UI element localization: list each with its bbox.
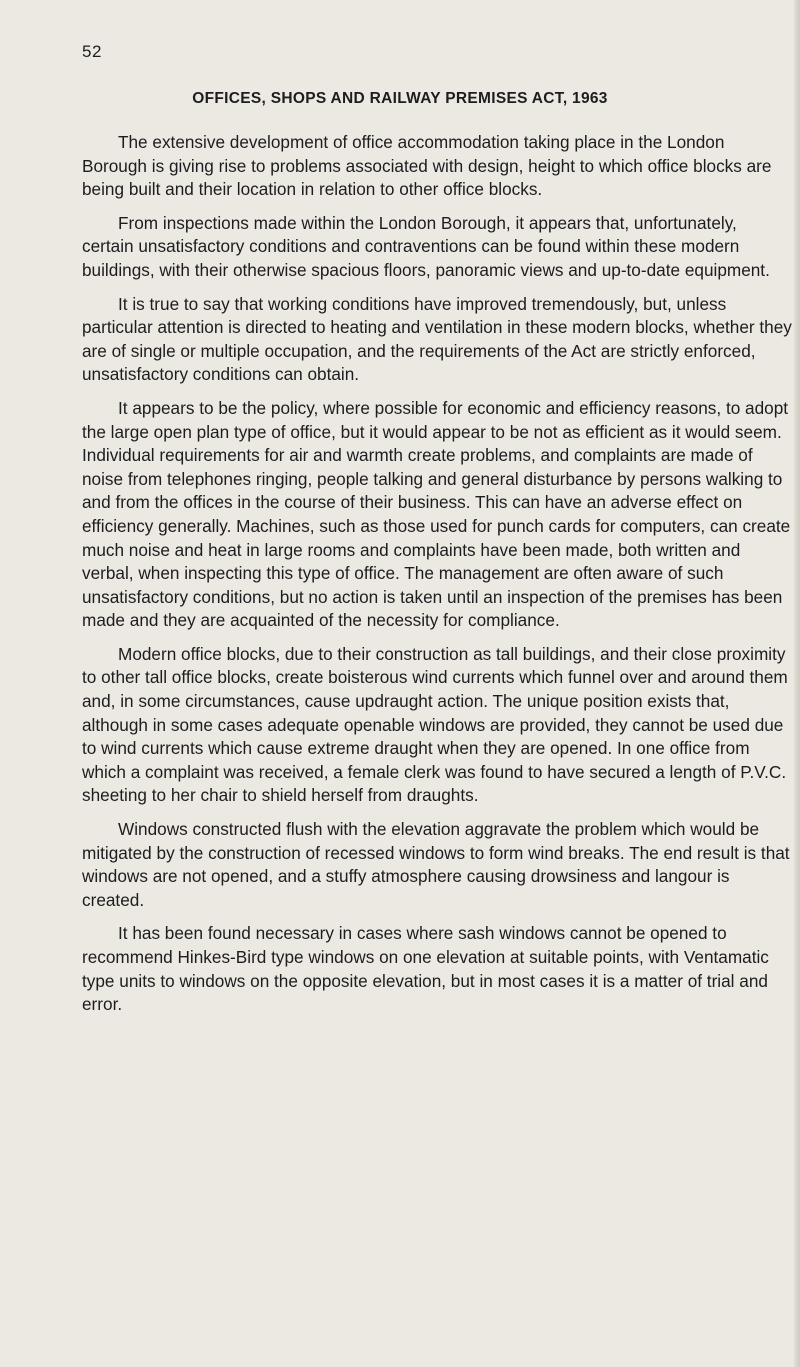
paragraph: It appears to be the policy, where possible for economic and efficiency reasons, to adopt the large open plan type of office, but it would appear to be not as efficient as it would seem. Individual requirements for air and warmth create problems, and complaints are made of noise from telephones ringing, people talking and general disturbance by persons walking to and from the offices in the course of their business. This can have an adverse effect on efficiency generally. Machines, such as those used for punch cards for computers, can create much noise and heat in large rooms and complaints have been made, both written and verbal, when inspecting this type of office. The management are often aware of such unsatisfactory conditions, but no action is taken until an inspection of the premises has been made and they are acquainted of the necessity for compliance. bbox=[82, 397, 791, 631]
page-heading: OFFICES, SHOPS AND RAILWAY PREMISES ACT, 1963 bbox=[192, 90, 608, 107]
paragraph: From inspections made within the London Borough, it appears that, unfortunately, certain unsatisfactory conditions and contraventions can be found within these modern buildings, with their otherwise spacious floors, panoramic views and up-to-date equipment. bbox=[82, 212, 770, 280]
body-text bbox=[82, 131, 792, 1027]
paragraph: It is true to say that working conditions have improved tremendously, but, unless particular attention is directed to heating and ventilation in these modern blocks, whether they are of single or multiple occupation, and the requirements of the Act are strictly enforced, unsatisfactory conditions can obtain. bbox=[82, 293, 792, 385]
page-number: 52 bbox=[82, 42, 102, 61]
paragraph: Windows constructed flush with the elevation aggravate the problem which would be mitigated by the construction of recessed windows to form wind breaks. The end result is that windows are not opened, and a stuffy atmosphere causing drowsiness and langour is created. bbox=[82, 819, 790, 910]
paragraph: The extensive development of office accommodation taking place in the London Borough is giving rise to problems associated with design, height to which office blocks are being built and their location in relation to other office blocks. bbox=[82, 132, 772, 200]
paragraph: Modern office blocks, due to their construction as tall buildings, and their close proximity to other tall office blocks, create boisterous wind currents which funnel over and around them and, in some circumstances, cause updraught action. The unique position exists that, although in some cases adequate openable windows are provided, they cannot be used due to wind currents which cause extreme draught when they are opened. In one office from which a complaint was received, a female clerk was found to have secured a length of P.V.C. sheeting to her chair to shield herself from draughts. bbox=[82, 643, 788, 806]
paragraph: It has been found necessary in cases where sash windows cannot be opened to recommend Hinkes-Bird type windows on one elevation at suitable points, with Ventamatic type units to windows on the opposite elevation, but in most cases it is a matter of trial and error. bbox=[82, 923, 769, 1015]
page-edge-shadow bbox=[794, 0, 800, 1367]
